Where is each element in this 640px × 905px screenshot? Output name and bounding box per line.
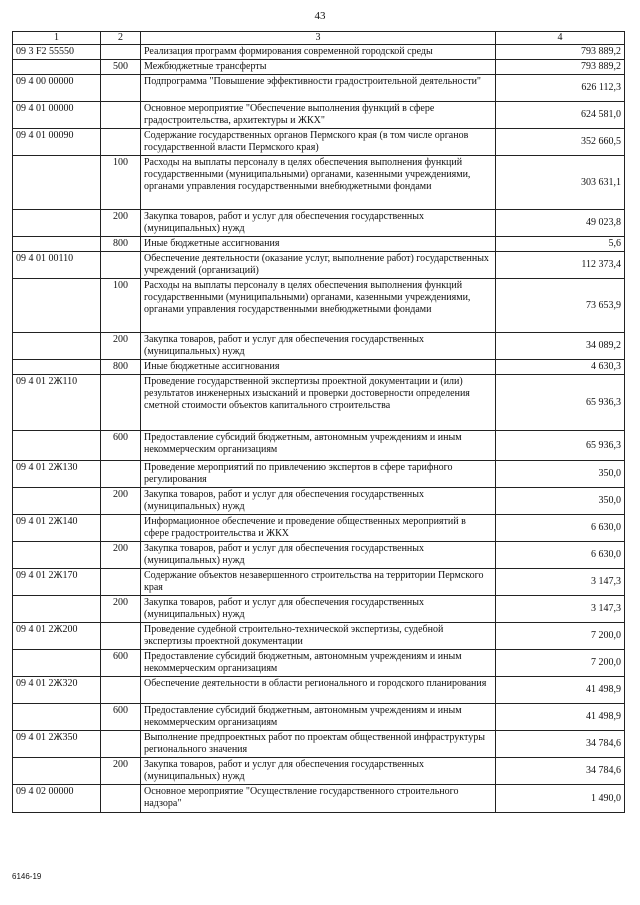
row-type: 200 (101, 758, 141, 785)
row-code (13, 156, 101, 210)
table-row (13, 60, 625, 75)
row-code: 09 4 01 00000 (13, 102, 101, 129)
row-name: Подпрограмма "Повышение эффективности градостроительной деятельности" (141, 75, 496, 102)
table-row (13, 431, 625, 461)
row-type (101, 129, 141, 156)
row-type: 200 (101, 333, 141, 360)
row-code: 09 4 01 2Ж140 (13, 515, 101, 542)
table-row (13, 650, 625, 677)
row-type (101, 623, 141, 650)
budget-table (12, 31, 625, 813)
row-code: 09 4 01 2Ж130 (13, 461, 101, 488)
row-amount: 41 498,9 (496, 704, 625, 731)
row-type: 800 (101, 360, 141, 375)
row-type (101, 102, 141, 129)
row-name: Иные бюджетные ассигнования (141, 360, 496, 375)
table-row (13, 704, 625, 731)
row-name: Предоставление субсидий бюджетным, автономным учреждениям и иным некоммерческим организациям (141, 650, 496, 677)
row-name: Содержание государственных органов Пермского края (в том числе органов государственной власти Пермского края) (141, 129, 496, 156)
table-row (13, 785, 625, 813)
header-col-3: 3 (141, 32, 496, 45)
row-amount: 793 889,2 (496, 45, 625, 60)
row-type: 200 (101, 210, 141, 237)
table-row (13, 596, 625, 623)
row-code (13, 210, 101, 237)
row-code (13, 431, 101, 461)
table-row (13, 45, 625, 60)
table-row (13, 731, 625, 758)
table-row (13, 252, 625, 279)
row-type (101, 252, 141, 279)
row-code: 09 4 01 2Ж350 (13, 731, 101, 758)
row-name: Основное мероприятие "Осуществление государственного строительного надзора" (141, 785, 496, 813)
row-code (13, 542, 101, 569)
table-row (13, 515, 625, 542)
row-amount: 34 784,6 (496, 758, 625, 785)
row-amount: 626 112,3 (496, 75, 625, 102)
row-type: 500 (101, 60, 141, 75)
row-code (13, 60, 101, 75)
table-row (13, 542, 625, 569)
table-row (13, 360, 625, 375)
table-row (13, 237, 625, 252)
table-row (13, 623, 625, 650)
row-name: Предоставление субсидий бюджетным, автономным учреждениям и иным некоммерческим организациям (141, 431, 496, 461)
table-row (13, 102, 625, 129)
table-row (13, 129, 625, 156)
row-amount: 6 630,0 (496, 542, 625, 569)
row-type: 100 (101, 156, 141, 210)
footer-code: 6146-19 (12, 872, 42, 881)
row-name: Расходы на выплаты персоналу в целях обеспечения выполнения функций государственными (муниципальными) органами, казенными учреждениями, органами управления государственными внебюджетными фондами (141, 279, 496, 333)
row-name: Иные бюджетные ассигнования (141, 237, 496, 252)
row-code: 09 4 01 2Ж170 (13, 569, 101, 596)
table-row (13, 279, 625, 333)
row-type: 600 (101, 704, 141, 731)
row-amount: 112 373,4 (496, 252, 625, 279)
row-type (101, 375, 141, 431)
row-amount: 7 200,0 (496, 650, 625, 677)
table-row (13, 488, 625, 515)
row-amount: 73 653,9 (496, 279, 625, 333)
page-number: 43 (314, 10, 326, 22)
row-amount: 34 089,2 (496, 333, 625, 360)
row-type: 800 (101, 237, 141, 252)
row-name: Выполнение предпроектных работ по проектам общественной инфраструктуры регионального значения (141, 731, 496, 758)
row-name: Закупка товаров, работ и услуг для обеспечения государственных (муниципальных) нужд (141, 758, 496, 785)
row-code: 09 4 00 00000 (13, 75, 101, 102)
row-amount: 49 023,8 (496, 210, 625, 237)
row-code (13, 360, 101, 375)
row-type (101, 785, 141, 813)
row-amount: 41 498,9 (496, 677, 625, 704)
row-code (13, 650, 101, 677)
row-amount: 793 889,2 (496, 60, 625, 75)
row-name: Закупка товаров, работ и услуг для обеспечения государственных (муниципальных) нужд (141, 210, 496, 237)
row-code (13, 488, 101, 515)
row-name: Обеспечение деятельности в области регионального и городского планирования (141, 677, 496, 704)
row-name: Закупка товаров, работ и услуг для обеспечения государственных (муниципальных) нужд (141, 488, 496, 515)
row-type (101, 45, 141, 60)
row-type: 600 (101, 431, 141, 461)
row-amount: 34 784,6 (496, 731, 625, 758)
row-amount: 65 936,3 (496, 431, 625, 461)
table-row (13, 569, 625, 596)
row-amount: 350,0 (496, 461, 625, 488)
row-name: Информационное обеспечение и проведение общественных мероприятий в сфере градостроительства и ЖКХ (141, 515, 496, 542)
row-amount: 624 581,0 (496, 102, 625, 129)
header-col-4: 4 (496, 32, 625, 45)
row-type: 200 (101, 542, 141, 569)
row-name: Проведение судебной строительно-технической экспертизы, судебной экспертизы проектной документации (141, 623, 496, 650)
row-amount: 303 631,1 (496, 156, 625, 210)
table-row (13, 677, 625, 704)
row-type (101, 515, 141, 542)
row-name: Предоставление субсидий бюджетным, автономным учреждениям и иным некоммерческим организациям (141, 704, 496, 731)
row-code (13, 237, 101, 252)
row-name: Реализация программ формирования современной городской среды (141, 45, 496, 60)
row-type: 200 (101, 596, 141, 623)
row-amount: 7 200,0 (496, 623, 625, 650)
row-type (101, 731, 141, 758)
row-amount: 350,0 (496, 488, 625, 515)
row-type (101, 75, 141, 102)
row-type (101, 677, 141, 704)
row-type (101, 461, 141, 488)
row-code: 09 4 01 2Ж320 (13, 677, 101, 704)
row-code: 09 4 02 00000 (13, 785, 101, 813)
row-type: 100 (101, 279, 141, 333)
row-code: 09 4 01 00090 (13, 129, 101, 156)
header-col-2: 2 (101, 32, 141, 45)
row-type (101, 569, 141, 596)
table-row (13, 461, 625, 488)
row-amount: 3 147,3 (496, 569, 625, 596)
row-code: 09 4 01 2Ж200 (13, 623, 101, 650)
table-row (13, 758, 625, 785)
row-name: Закупка товаров, работ и услуг для обеспечения государственных (муниципальных) нужд (141, 333, 496, 360)
row-name: Проведение мероприятий по привлечению экспертов в сфере тарифного регулирования (141, 461, 496, 488)
table-row (13, 75, 625, 102)
row-code: 09 4 01 2Ж110 (13, 375, 101, 431)
row-code (13, 333, 101, 360)
row-amount: 6 630,0 (496, 515, 625, 542)
row-type: 600 (101, 650, 141, 677)
row-name: Межбюджетные трансферты (141, 60, 496, 75)
row-amount: 5,6 (496, 237, 625, 252)
row-code (13, 704, 101, 731)
row-code (13, 758, 101, 785)
row-name: Содержание объектов незавершенного строительства на территории Пермского края (141, 569, 496, 596)
table-row (13, 333, 625, 360)
row-code (13, 596, 101, 623)
row-name: Обеспечение деятельности (оказание услуг, выполнение работ) государственных учреждений (организаций) (141, 252, 496, 279)
row-name: Расходы на выплаты персоналу в целях обеспечения выполнения функций государственными (муниципальными) органами, казенными учреждениями, органами управления государственными внебюджетными фондами (141, 156, 496, 210)
table-row (13, 375, 625, 431)
header-col-1: 1 (13, 32, 101, 45)
row-name: Закупка товаров, работ и услуг для обеспечения государственных (муниципальных) нужд (141, 542, 496, 569)
row-amount: 1 490,0 (496, 785, 625, 813)
row-code (13, 279, 101, 333)
row-code: 09 3 F2 55550 (13, 45, 101, 60)
row-name: Закупка товаров, работ и услуг для обеспечения государственных (муниципальных) нужд (141, 596, 496, 623)
header-row (13, 32, 625, 45)
table-row (13, 156, 625, 210)
row-amount: 3 147,3 (496, 596, 625, 623)
row-amount: 4 630,3 (496, 360, 625, 375)
table-row (13, 210, 625, 237)
row-name: Проведение государственной экспертизы проектной документации и (или) результатов инженерных изысканий и проверки достоверности определения сметной стоимости объектов капитального строительства (141, 375, 496, 431)
row-name: Основное мероприятие "Обеспечение выполнения функций в сфере градостроительства, архитектуры и ЖКХ" (141, 102, 496, 129)
row-code: 09 4 01 00110 (13, 252, 101, 279)
row-amount: 65 936,3 (496, 375, 625, 431)
row-type: 200 (101, 488, 141, 515)
row-amount: 352 660,5 (496, 129, 625, 156)
